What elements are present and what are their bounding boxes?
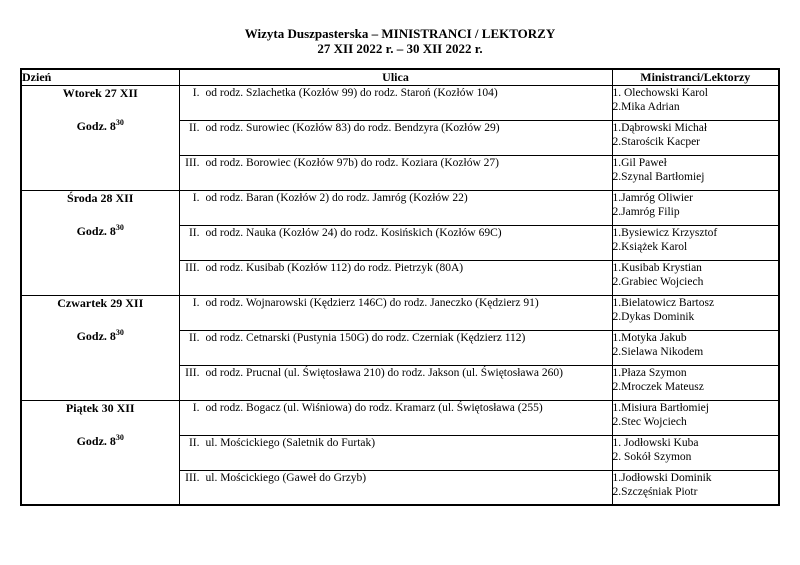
day-time [22, 328, 179, 344]
name-line: 1.Misiura Bartłomiej [612, 401, 709, 414]
street-text: od rodz. Nauka (Kozłów 24) do rodz. Kosińskich (Kozłów 69C) [205, 226, 502, 239]
name-line: 2.Grabiec Wojciech [612, 275, 704, 288]
document-title-block [0, 0, 800, 56]
document-title: Wizyta Duszpasterska – MINISTRANCI / LEKTORZY [244, 26, 556, 41]
street-cell [179, 330, 612, 365]
day-label: Środa 28 XII [67, 190, 134, 205]
names-cell [612, 260, 779, 295]
day-time [22, 118, 179, 134]
entry-row [21, 85, 779, 120]
name-line: 1.Bielatowicz Bartosz [612, 296, 715, 309]
street-text: od rodz. Wojnarowski (Kędzierz 146C) do rodz. Janeczko (Kędzierz 91) [205, 296, 539, 309]
name-line: 1.Jodłowski Dominik [612, 471, 712, 484]
day-time-sup: 30 [115, 327, 124, 337]
names-cell [612, 190, 779, 225]
day-cell [21, 295, 179, 400]
day-time [22, 223, 179, 239]
name-line: 2.Szynal Bartłomiej [612, 170, 705, 183]
name-line: 2.Stec Wojciech [612, 415, 687, 428]
roman-numeral: II. [188, 436, 200, 449]
entry-row [21, 400, 779, 435]
day-cell [21, 400, 179, 505]
street-cell [179, 365, 612, 400]
street-text: od rodz. Bogacz (ul. Wiśniowa) do rodz. Kramarz (ul. Świętosława (255) [205, 401, 543, 414]
name-line: 1.Gil Paweł [612, 156, 667, 169]
header-row [21, 69, 779, 85]
document-subtitle: 27 XII 2022 r. – 30 XII 2022 r. [317, 41, 483, 56]
day-time-text: Godz. 8 [76, 118, 116, 133]
name-line: 2.Mroczek Mateusz [612, 380, 704, 393]
name-line: 2.Starościk Kacper [612, 135, 700, 148]
roman-numeral: III. [185, 366, 200, 379]
roman-numeral: I. [192, 191, 200, 204]
day-time-text: Godz. 8 [76, 223, 116, 238]
street-cell [179, 400, 612, 435]
name-line: 2.Książek Karol [612, 240, 688, 253]
day-label: Piątek 30 XII [65, 400, 135, 415]
header-ministers: Ministranci/Lektorzy [612, 69, 779, 85]
street-cell [179, 190, 612, 225]
street-text: od rodz. Kusibab (Kozłów 112) do rodz. Pietrzyk (80A) [205, 261, 464, 274]
name-line: 1.Płaza Szymon [612, 366, 687, 379]
street-text: od rodz. Borowiec (Kozłów 97b) do rodz. Koziara (Kozłów 27) [205, 156, 499, 169]
names-cell [612, 225, 779, 260]
name-line: 1.Dąbrowski Michał [612, 121, 708, 134]
day-time-text: Godz. 8 [76, 328, 116, 343]
roman-numeral: III. [185, 471, 200, 484]
names-cell [612, 295, 779, 330]
name-line: 1.Kusibab Krystian [612, 261, 702, 274]
roman-numeral: II. [188, 121, 200, 134]
name-line: 2.Szczęśniak Piotr [612, 485, 698, 498]
names-cell [612, 400, 779, 435]
entry-row [21, 190, 779, 225]
day-time-text: Godz. 8 [76, 433, 116, 448]
day-time-sup: 30 [115, 432, 124, 442]
street-text: od rodz. Prucnal (ul. Świętosława 210) do rodz. Jakson (ul. Świętosława 260) [205, 366, 563, 379]
roman-numeral: II. [188, 226, 200, 239]
street-cell [179, 260, 612, 295]
name-line: 2. Sokół Szymon [612, 450, 692, 463]
entry-row [21, 295, 779, 330]
street-cell [179, 225, 612, 260]
day-time-sup: 30 [115, 117, 124, 127]
street-text: od rodz. Baran (Kozłów 2) do rodz. Jamróg (Kozłów 22) [205, 191, 468, 204]
names-cell [612, 155, 779, 190]
name-line: 2.Dykas Dominik [612, 310, 695, 323]
day-label: Czwartek 29 XII [57, 295, 144, 310]
name-line: 1.Motyka Jakub [612, 331, 687, 344]
street-text: ul. Mościckiego (Gaweł do Grzyb) [205, 471, 367, 484]
street-cell [179, 470, 612, 505]
day-cell [21, 85, 179, 190]
street-text: od rodz. Szlachetka (Kozłów 99) do rodz. Staroń (Kozłów 104) [205, 86, 498, 99]
roman-numeral: I. [192, 401, 200, 414]
header-day: Dzień [21, 69, 179, 85]
street-cell [179, 85, 612, 120]
day-time-sup: 30 [115, 222, 124, 232]
name-line: 1. Olechowski Karol [612, 86, 708, 99]
name-line: 2.Sielawa Nikodem [612, 345, 704, 358]
roman-numeral: I. [192, 86, 200, 99]
names-cell [612, 470, 779, 505]
street-text: od rodz. Surowiec (Kozłów 83) do rodz. Bendzyra (Kozłów 29) [205, 121, 500, 134]
schedule-table [20, 68, 780, 506]
names-cell [612, 365, 779, 400]
names-cell [612, 85, 779, 120]
names-cell [612, 330, 779, 365]
street-cell [179, 120, 612, 155]
names-cell [612, 120, 779, 155]
name-line: 1. Jodłowski Kuba [612, 436, 699, 449]
name-line: 1.Jamróg Oliwier [612, 191, 693, 204]
name-line: 2.Jamróg Filip [612, 205, 680, 218]
name-line: 1.Bysiewicz Krzysztof [612, 226, 718, 239]
header-street: Ulica [179, 69, 612, 85]
street-text: od rodz. Cetnarski (Pustynia 150G) do rodz. Czerniak (Kędzierz 112) [205, 331, 526, 344]
street-cell [179, 295, 612, 330]
roman-numeral: III. [185, 156, 200, 169]
day-cell [21, 190, 179, 295]
street-cell [179, 435, 612, 470]
street-cell [179, 155, 612, 190]
day-time [22, 433, 179, 449]
day-label: Wtorek 27 XII [62, 85, 138, 100]
street-text: ul. Mościckiego (Saletnik do Furtak) [205, 436, 376, 449]
roman-numeral: III. [185, 261, 200, 274]
names-cell [612, 435, 779, 470]
name-line: 2.Mika Adrian [612, 100, 680, 113]
roman-numeral: II. [188, 331, 200, 344]
roman-numeral: I. [192, 296, 200, 309]
